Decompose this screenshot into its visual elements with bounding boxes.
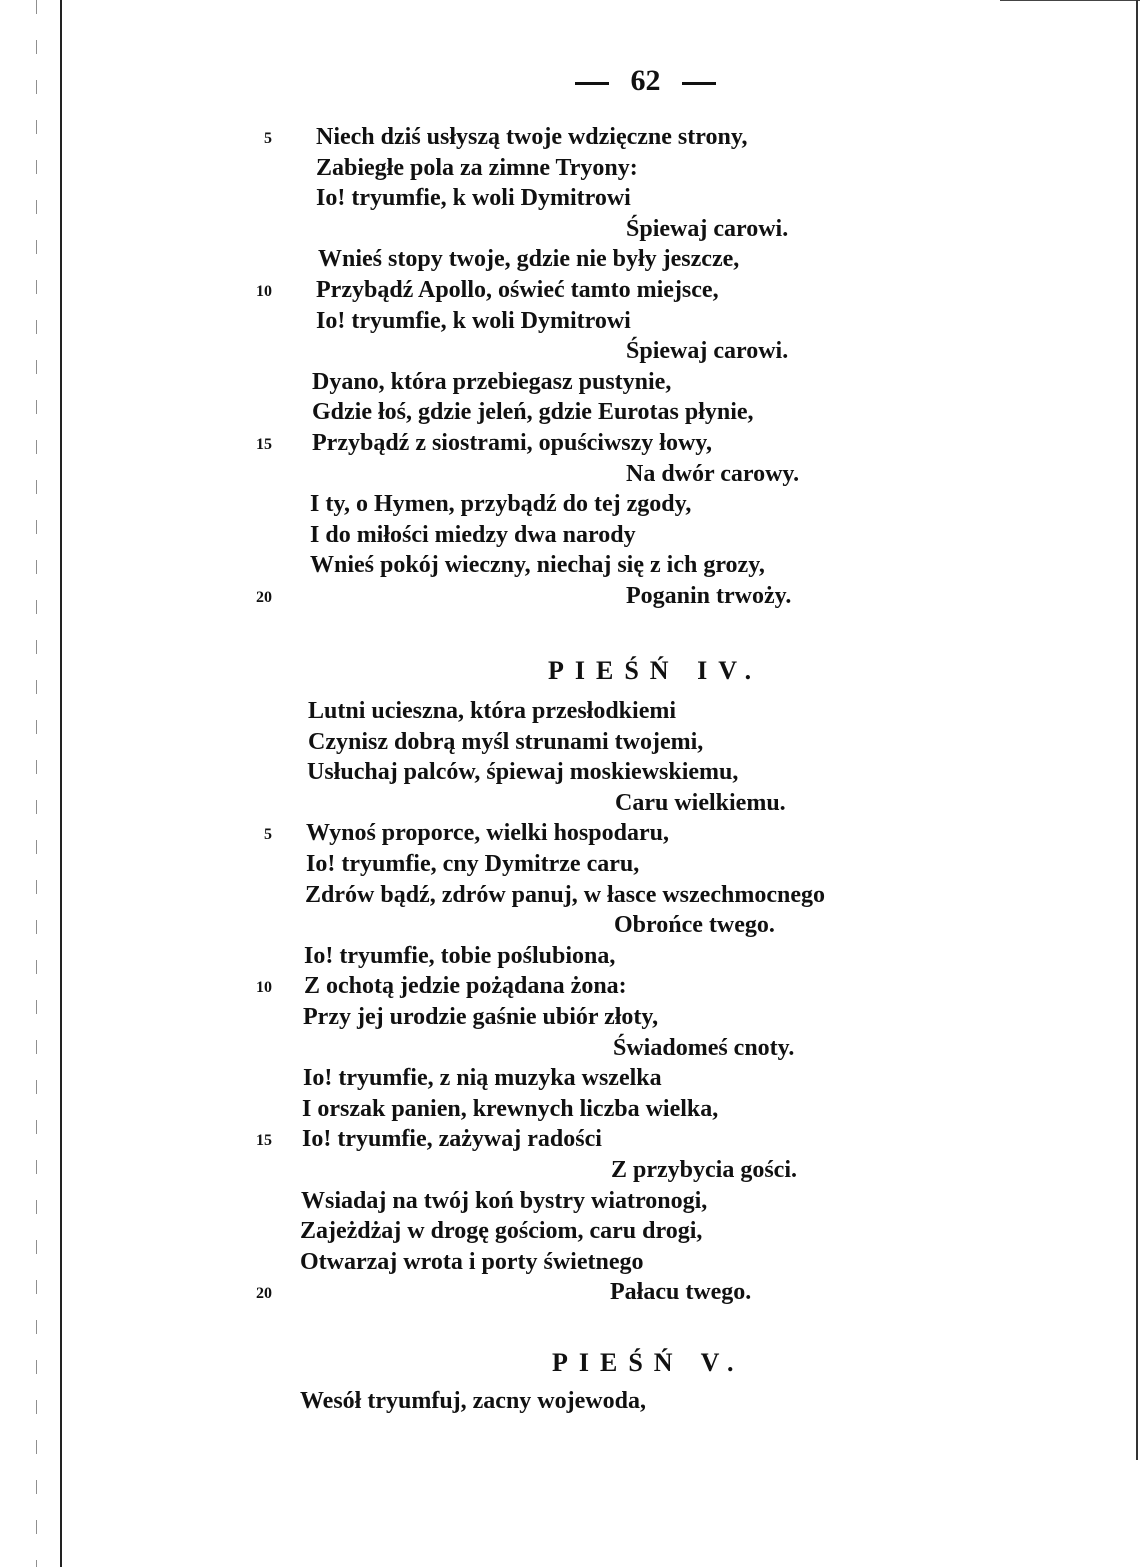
verse-text: Wsiadaj na twój koń bystry wiatronogi, bbox=[301, 1187, 708, 1214]
verse-line bbox=[0, 430, 1140, 462]
section-heading-piesn-v: PIEŚŃ V. bbox=[552, 1348, 745, 1377]
scan-top-edge bbox=[1000, 0, 1140, 1]
verse-line bbox=[0, 1035, 1140, 1067]
verse-line bbox=[0, 461, 1140, 493]
verse-line bbox=[0, 1065, 1140, 1097]
verse-text: Dyano, która przebiegasz pustynie, bbox=[312, 368, 672, 395]
verse-line bbox=[0, 882, 1140, 914]
verse-text: Wynoś proporce, wielki hospodaru, bbox=[306, 820, 669, 847]
verse-text: Śpiewaj carowi. bbox=[626, 215, 789, 242]
verse-text: I do miłości miedzy dwa narody bbox=[310, 521, 636, 548]
verse-line bbox=[0, 973, 1140, 1005]
verse-text: Zdrów bądź, zdrów panuj, w łasce wszechmocnego bbox=[305, 881, 825, 908]
verse-line bbox=[0, 1279, 1140, 1311]
verse-line bbox=[0, 1004, 1140, 1036]
verse-text: Przybądź Apollo, oświeć tamto miejsce, bbox=[316, 277, 719, 303]
verse-text: Io! tryumfie, z nią muzyka wszelka bbox=[303, 1065, 662, 1092]
verse-line bbox=[0, 522, 1140, 554]
line-number: 15 bbox=[256, 1132, 272, 1150]
verse-text: I ty, o Hymen, przybądź do tej zgody, bbox=[310, 491, 692, 518]
verse-text: Io! tryumfie, tobie poślubiona, bbox=[304, 942, 616, 969]
verse-line bbox=[0, 308, 1140, 340]
verse-text: Śpiewaj carowi. bbox=[626, 338, 789, 365]
verse-text: Poganin trwoży. bbox=[626, 583, 792, 609]
verse-line bbox=[0, 1249, 1140, 1281]
verse-line bbox=[0, 185, 1140, 217]
verse-text: Świadomeś cnoty. bbox=[613, 1034, 795, 1061]
verse-line bbox=[0, 246, 1140, 278]
line-number: 10 bbox=[256, 283, 272, 300]
verse-text: Pałacu twego. bbox=[610, 1279, 752, 1306]
header-dash-right bbox=[682, 82, 716, 85]
verse-text: Io! tryumfie, k woli Dymitrowi bbox=[316, 307, 631, 334]
verse-line bbox=[0, 1218, 1140, 1250]
line-number: 15 bbox=[256, 436, 272, 453]
page-header bbox=[575, 64, 735, 98]
verse-line bbox=[0, 583, 1140, 615]
verse-line bbox=[0, 698, 1140, 730]
verse-text: Gdzie łoś, gdzie jeleń, gdzie Eurotas płynie, bbox=[312, 399, 754, 426]
page-number: 62 bbox=[630, 64, 661, 97]
verse-line bbox=[0, 369, 1140, 401]
line-number: 20 bbox=[256, 589, 272, 606]
verse-text: Czynisz dobrą myśl strunami twojemi, bbox=[308, 728, 704, 755]
verse-line bbox=[0, 729, 1140, 761]
verse-text: Usłuchaj palców, śpiewaj moskiewskiemu, bbox=[307, 759, 739, 786]
verse-line bbox=[0, 851, 1140, 883]
line-number: 5 bbox=[264, 826, 272, 844]
verse-line bbox=[0, 491, 1140, 523]
section-heading-piesn-iv: PIEŚŃ IV. bbox=[548, 656, 763, 685]
verse-line bbox=[0, 820, 1140, 852]
verse-text: Zajeżdżaj w drogę gościom, caru drogi, bbox=[300, 1218, 703, 1245]
verse-text: Zabiegłe pola za zimne Tryony: bbox=[316, 154, 638, 181]
verse-text: Przy jej urodzie gaśnie ubiór złoty, bbox=[303, 1004, 659, 1030]
verse-text: Io! tryumfie, zażywaj radości bbox=[302, 1126, 602, 1153]
verse-text: Io! tryumfie, cny Dymitrze caru, bbox=[306, 851, 640, 877]
verse-line bbox=[0, 1388, 1140, 1420]
verse-line bbox=[0, 912, 1140, 944]
verse-text: Przybądź z siostrami, opuściwszy łowy, bbox=[312, 430, 712, 456]
verse-text: Niech dziś usłyszą twoje wdzięczne strony, bbox=[316, 124, 748, 150]
verse-text: I orszak panien, krewnych liczba wielka, bbox=[302, 1095, 719, 1122]
verse-line bbox=[0, 338, 1140, 370]
verse-text: Otwarzaj wrota i porty świetnego bbox=[300, 1248, 644, 1275]
line-number: 20 bbox=[256, 1285, 272, 1303]
verse-line bbox=[0, 277, 1140, 309]
verse-line bbox=[0, 399, 1140, 431]
verse-text: Wesół tryumfuj, zacny wojewoda, bbox=[300, 1388, 646, 1414]
verse-line bbox=[0, 1157, 1140, 1189]
verse-line bbox=[0, 759, 1140, 791]
verse-text: Wnieś stopy twoje, gdzie nie były jeszcze, bbox=[318, 246, 740, 273]
verse-line bbox=[0, 1096, 1140, 1128]
verse-text: Obrońce twego. bbox=[614, 912, 775, 939]
verse-text: Io! tryumfie, k woli Dymitrowi bbox=[316, 185, 631, 212]
verse-line bbox=[0, 1126, 1140, 1158]
verse-line bbox=[0, 216, 1140, 248]
line-number: 5 bbox=[264, 130, 272, 147]
verse-text: Caru wielkiemu. bbox=[615, 789, 786, 816]
verse-line bbox=[0, 552, 1140, 584]
verse-text: Na dwór carowy. bbox=[626, 460, 800, 487]
header-dash-left bbox=[575, 82, 609, 85]
verse-line bbox=[0, 124, 1140, 156]
verse-line bbox=[0, 155, 1140, 187]
verse-text: Z ochotą jedzie pożądana żona: bbox=[304, 973, 627, 1000]
verse-line bbox=[0, 1188, 1140, 1220]
verse-line bbox=[0, 943, 1140, 975]
verse-text: Wnieś pokój wieczny, niechaj się z ich grozy, bbox=[310, 552, 765, 579]
line-number: 10 bbox=[256, 979, 272, 997]
verse-text: Lutni ucieszna, która przesłodkiemi bbox=[308, 698, 677, 724]
verse-text: Z przybycia gości. bbox=[611, 1157, 797, 1183]
verse-line bbox=[0, 790, 1140, 822]
